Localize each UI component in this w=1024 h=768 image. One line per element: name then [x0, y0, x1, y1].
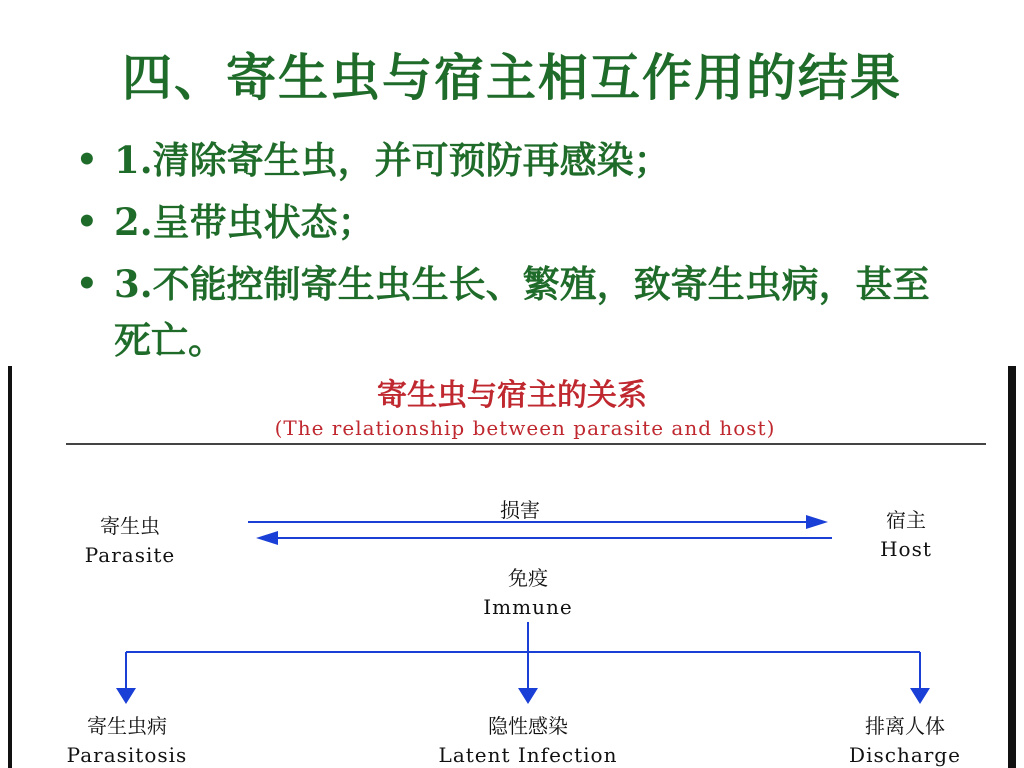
parasite-label-en: Parasite: [84, 543, 176, 567]
discharge-node: [810, 710, 1000, 767]
latent-infection-arrowhead-icon: [518, 688, 538, 704]
bullet-dot-icon: •: [76, 264, 98, 304]
parasitosis-node: [24, 710, 230, 767]
discharge-arrowhead-icon: [910, 688, 930, 704]
parasitosis-label-zh: 寄生虫病: [87, 714, 167, 738]
immune-node: [440, 562, 616, 619]
parasite-node: [40, 510, 220, 567]
bullet-dot-icon: •: [76, 202, 98, 242]
damage-label-zh: 损害: [500, 498, 540, 522]
host-label-en: Host: [880, 537, 932, 561]
bullet-text: 2.呈带虫状态；: [114, 200, 375, 244]
latent-infection-label-en: Latent Infection: [438, 743, 618, 767]
parasitosis-arrowhead-icon: [116, 688, 136, 704]
bullet-text: 3.不能控制寄生虫生长、繁殖，致寄生虫病，甚至死亡。: [114, 262, 930, 362]
latent-infection-node: [378, 710, 678, 767]
slide-title: 四、寄生虫与宿主相互作用的结果: [122, 48, 902, 107]
diagram-subtitle: (The relationship between parasite and host): [274, 416, 776, 440]
bullet-text: 1.清除寄生虫，并可预防再感染；: [114, 138, 671, 182]
damage-arrowhead-icon: [806, 515, 828, 529]
immune-arrowhead-icon: [256, 531, 278, 545]
latent-infection-label-zh: 隐性感染: [488, 714, 568, 738]
immune-label-en: Immune: [483, 595, 573, 619]
bullet-dot-icon: •: [76, 140, 98, 180]
host-label-zh: 宿主: [886, 508, 926, 532]
parasitosis-label-en: Parasitosis: [66, 743, 188, 767]
discharge-label-zh: 排离人体: [865, 714, 945, 738]
parasite-label-zh: 寄生虫: [100, 514, 160, 538]
discharge-label-en: Discharge: [849, 743, 961, 767]
diagram-title: 寄生虫与宿主的关系: [377, 378, 647, 413]
host-node: [846, 504, 966, 561]
immune-label-zh: 免疫: [508, 566, 548, 590]
damage-node: [460, 494, 580, 523]
